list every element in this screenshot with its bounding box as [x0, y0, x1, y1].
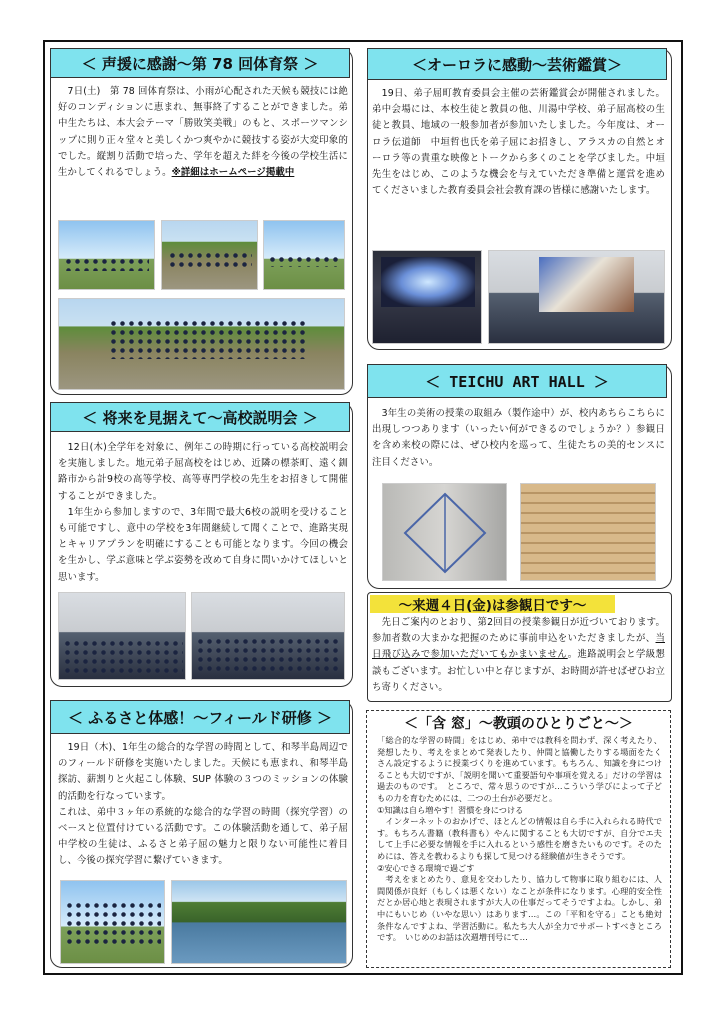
briefing-photo-2 [191, 592, 345, 680]
walk-in-welcome: 当日飛び込みで参加いただいてもかまいません [372, 633, 665, 661]
sports-festival-body: 7日(土) 第 78 回体育祭は、小雨が心配された天候も競技には絶好のコンディションに恵まれ、無事終了することができました。弟中生たちは、本大会テーマ「勝敗笑美戦」のもと、スポーツマンシップに則り正々堂々と美しくかつ爽やかに競技する姿が大変印象的でした。縦割り活動で培った、学年を超えた絆を今後の学校生活に生かしてくれるでしょう。 [58, 86, 348, 179]
tug-of-war-photo [58, 298, 345, 390]
art-diamond-shape [383, 484, 507, 581]
parents-day-body-a: 先日ご案内のとおり、第2回目の授業参観日が近づいております。参加者数の大まかな把握のために事前申込をいただきましたが、 [372, 617, 665, 645]
field-training-title: ＜ ふるさと体感！～フィールド研修 ＞ [50, 700, 350, 734]
festival-photo-1 [58, 220, 155, 290]
art-stairs-photo [520, 483, 656, 581]
vice-principal-column-body: 「総合的な学習の時間」をはじめ、弟中では教科を問わず、深く考えたり、発想したり、考えをまとめて発表したり、仲間と協働したりする場面をたくさん設定するように授業づくりを進めています。もちろん、知識を身につけることも大切ですが、「説明を聞いて重要語句や事項を覚える」だけの学習は過去のものです。 ところで、常々思うのですが…こういう学びによって子どもの力を育むためには、二つの土台が必要だと。 ①知識は自ら増やす！習慣を身につける インターネットのおかげで、ほとんどの情報は自ら手に入れられる時代です。もちろん書籍（教科書も）やんに関することも大切ですが、自分でエ夫して上手に必要な情報を手に入れるという感性を磨きたいものです。そのためには、答えを教わるよりも探して見つける経験値が生きそうです。 ②安心できる環境で過ごす 考えをまとめたり、意見を交わしたり、協力して物事に取り組むには、人間関係が良好（もしくは悪くない）なことが条件になります。心理的安全性だとか居心地と表現されますが大人の仕事だってそうですよね。しかし、弟中にもいじめ（いやな思い）はあります…。この「平和を守る」ことも絶対条件なんですよね、学習活動に。私たち大人が全力でサポートすべきところです。 いじめのお話は次週増刊号にて… [377, 735, 662, 943]
parents-day-text [372, 615, 665, 696]
art-hall-title: ＜ TEICHU ART HALL ＞ [367, 364, 667, 398]
parents-day-body-b: 。進路説明会と学級懇談もございます。お忙しい中と存じますが、お時間が許せばぜひお立ち寄りください。 [372, 649, 665, 693]
art-hall-body: 3年生の美術の授業の取組み（製作途中）が、校内あちらこちらに出現しつつあります（いったい何ができるのでしょうか？）参観日を含め来校の際には、ぜひ校内を巡って、生徒たちの美的センスに注目ください。 [372, 408, 665, 468]
briefing-photo-1 [58, 592, 186, 680]
vice-principal-column-title: ＜「含 窓」～教頭のひとりごと～＞ [404, 716, 633, 732]
vice-principal-column [366, 710, 671, 968]
aurora-title: ＜オーロラに感動～芸術鑑賞＞ [367, 48, 667, 80]
festival-photo-3 [263, 220, 345, 290]
sports-festival-text [58, 84, 348, 181]
aurora-body: 19日、弟子屈町教育委員会主催の芸術鑑賞会が開催されました。弟中会場には、本校生徒と教員の他、川湯中学校、弟子屈高校の生徒と教員、地域の一般参加者が参加いたしました。今年度は、オーロラ伝道師 中垣哲也氏を弟子屈にお招きし、アラスカの自然とオーロラ等の貴重な映像とトークから多くのことを学びました。中垣先生をはじめ、このような機会を与えていただき準備と運営を進めてくださいました教育委員会社会教育課の皆様に感謝いたします。 [372, 88, 665, 197]
parents-day-title: ～来週４日(金)は参観日です～ [370, 595, 615, 613]
high-school-briefing-title: ＜ 将来を見据えて～高校説明会 ＞ [50, 402, 350, 432]
festival-photo-2 [161, 220, 258, 290]
field-training-photo-2 [171, 880, 347, 964]
aurora-photo-1 [372, 250, 482, 344]
high-school-briefing-body: 12日(木)全学年を対象に、例年この時期に行っている高校説明会を実施しました。地元弟子屈高校をはじめ、近隣の標茶町、遠く釧路市から計9校の高等学校、高等専門学校の先生をお招きして開催することができました。 1年生から参加しますので、3年間で最大6校の説明を受けることも可能ですし、意中の学校を3年間継続して聞くことで、進路実現とキャリアプランを明確にすることも可能となります。今回の機会を生かし、学ぶ意味と学ぶ姿勢を改めて自身に問いかけてほしいと思います。 [58, 442, 348, 583]
sports-festival-title: ＜ 声援に感謝～第 78 回体育祭 ＞ [50, 48, 350, 78]
field-training-photo-1 [60, 880, 165, 964]
aurora-photo-2 [488, 250, 665, 344]
art-wall-photo [382, 483, 507, 581]
homepage-link[interactable]: ※詳細はホームページ掲載中 [171, 167, 295, 179]
field-training-body: 19日（木)、1年生の総合的な学習の時間として、和琴半島周辺でのフィールド研修を実施いたしました。天候にも恵まれ、和琴半島探訪、薪割りと火起こし体験、SUP 体験の３つのミッションの体験的活動を行なっています。 これは、弟中３ヶ年の系統的な総合的な学習の時間（探究学習）のベースと位置付けている活動です。この体験活動を通して、弟子屈中学校の生徒は、ふるさと弟子屈の魅力と限りない可能性に着目し、今後の探究学習に繋げていきます。 [58, 742, 348, 867]
